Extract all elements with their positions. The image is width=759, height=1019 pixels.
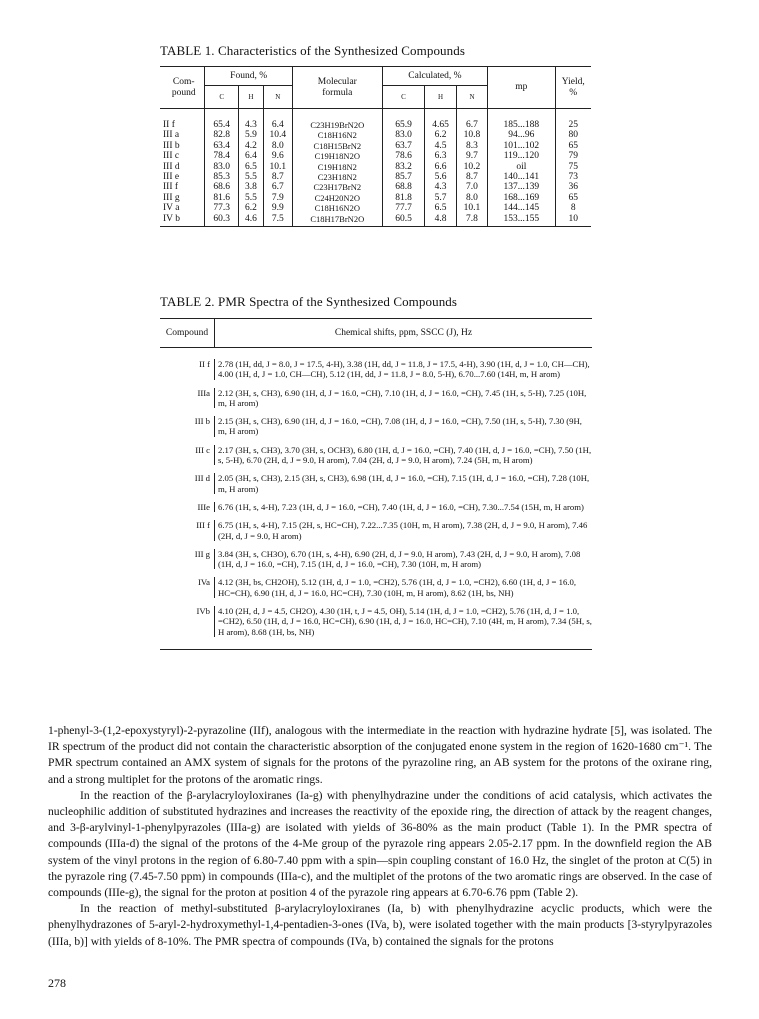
cell-compound: III g [194,548,210,559]
cell-calc-h: 6.3 [425,151,456,161]
cell-found-c: 65.4 [205,109,239,131]
cell-formula: C23H17BrN2 [292,182,382,192]
table-row [160,359,592,380]
cell-calc-h: 4.65 [425,109,456,131]
th-molecular-formula: Molecular formula [292,67,382,109]
cell-compound: III d [163,161,180,172]
cell-found-h: 5.9 [239,130,264,140]
cell-chemical-shifts: 6.76 (1H, s, 4-H), 7.23 (1H, d, J = 16.0, =CH), 7.40 (1H, d, J = 16.0, =CH), 7.30...7.54 (15H, m, H arom) [214,502,592,512]
cell-found-n: 6.7 [263,182,292,192]
cell-formula: C18H15BrN2 [292,141,382,151]
cell-yield: 25 [555,109,591,131]
th-found-c: C [205,86,239,109]
paragraph: 1-phenyl-3-(1,2-epoxystyryl)-2-pyrazoline (IIf), analogous with the intermediate in the reaction with hydrazine hydrate [5], was isolated. The IR spectrum of the product did not contain the characteristic absorption of the conjugated enone system in the region of 1620-1680 cm⁻¹. The PMR spectrum contained an AMX system of signals for the protons of the pyrazoline ring, an AB system for the protons of the oxirane ring, and a strong multiplet for the protons of the aromatic rings. [48,724,712,786]
cell-calc-h: 5.6 [425,172,456,182]
cell-compound: III a [163,130,180,141]
cell-calc-h: 6.2 [425,130,456,140]
cell-formula: C18H16N2 [292,130,382,140]
cell-mp: 119...120 [488,151,555,161]
page-number: 278 [48,976,66,990]
cell-found-c: 63.4 [205,141,239,151]
cell-mp: 185...188 [488,109,555,131]
cell-mp: 153...155 [488,214,555,227]
th-found-n: N [263,86,292,109]
table-row [160,520,592,541]
th-calc-h: H [425,86,456,109]
table-row [160,130,591,140]
cell-found-h: 5.5 [239,193,264,203]
cell-yield: 10 [555,214,591,227]
cell-compound: III f [163,182,179,193]
cell-mp: 101...102 [488,141,555,151]
table-row [160,388,592,409]
cell-yield: 79 [555,151,591,161]
cell-yield: 65 [555,193,591,203]
cell-found-n: 9.6 [263,151,292,161]
cell-found-c: 60.3 [205,214,239,227]
cell-found-n: 7.5 [263,214,292,227]
table-row [160,473,592,494]
cell-compound: IV a [163,203,180,214]
table2-body [160,348,592,650]
cell-compound: IIIe [197,501,210,512]
th-mp: mp [488,67,555,109]
table-row [160,193,591,203]
cell-calc-n: 8.0 [456,193,487,203]
cell-calc-n: 8.7 [456,172,487,182]
cell-found-h: 4.6 [239,214,264,227]
cell-compound: III b [194,416,210,427]
cell-found-n: 9.9 [263,203,292,213]
table-row [160,203,591,213]
cell-chemical-shifts: 4.10 (2H, d, J = 4.5, CH2O), 4.30 (1H, t, J = 4.5, OH), 5.14 (1H, d, J = 1.0, =CH2), 5.76 (1H, d, J = 1.0, =CH2), 6.50 (1H, d, J = 16.0, HC=CH), 6.90 (1H, d, J = 16.0, HC=CH), 7.10 (4H, m, H arom), 7.34 (5H, s, H arom), 8.68 (1H, bs, NH) [214,606,592,637]
th2-compound: Compound [165,328,209,338]
cell-yield: 75 [555,162,591,172]
cell-found-n: 8.0 [263,141,292,151]
cell-compound: III d [194,473,210,484]
table1-caption: TABLE 1. Characteristics of the Synthesized Compounds [160,43,466,58]
cell-found-h: 6.4 [239,151,264,161]
cell-calc-n: 10.1 [456,203,487,213]
cell-calc-n: 7.0 [456,182,487,192]
cell-yield: 80 [555,130,591,140]
th-found-h: H [239,86,264,109]
cell-found-h: 4.3 [239,109,264,131]
cell-found-n: 10.4 [263,130,292,140]
th-found: Found, % [205,67,293,86]
table-row [160,416,592,437]
cell-found-h: 5.5 [239,172,264,182]
cell-compound: II f [163,120,175,130]
table-row [160,141,591,151]
cell-formula: C19H18N2O [292,151,382,161]
table-row [160,445,592,466]
cell-calc-n: 10.8 [456,130,487,140]
cell-calc-h: 6.5 [425,203,456,213]
cell-calc-n: 6.7 [456,109,487,131]
cell-chemical-shifts: 6.75 (1H, s, 4-H), 7.15 (2H, s, HC=CH), 7.22...7.35 (10H, m, H arom), 7.38 (2H, d, J = 9.0, H arom), 7.46 (2H, d, J = 9.0, H arom) [214,520,592,541]
cell-compound: III g [163,192,180,203]
table-row [160,109,591,131]
table-row [160,151,591,161]
cell-calc-c: 83.2 [382,162,425,172]
cell-formula: C19H18N2 [292,162,382,172]
cell-mp: 168...169 [488,193,555,203]
cell-calc-c: 81.8 [382,193,425,203]
cell-calc-h: 5.7 [425,193,456,203]
cell-formula: C23H18N2 [292,172,382,182]
cell-chemical-shifts: 2.12 (3H, s, CH3), 6.90 (1H, d, J = 16.0, =CH), 7.10 (1H, d, J = 16.0, =CH), 7.45 (1H, s, 5-H), 7.25 (10H, m, H arom) [214,388,592,409]
cell-found-c: 68.6 [205,182,239,192]
cell-found-c: 81.6 [205,193,239,203]
cell-formula: C23H19BrN2O [292,109,382,131]
cell-chemical-shifts: 2.15 (3H, s, CH3), 6.90 (1H, d, J = 16.0, =CH), 7.08 (1H, d, J = 16.0, =CH), 7.50 (1H, s, 5-H), 7.30 (9H, m, H arom) [214,416,592,437]
cell-calc-n: 9.7 [456,151,487,161]
cell-calc-c: 85.7 [382,172,425,182]
cell-found-c: 78.4 [205,151,239,161]
table-row [160,606,592,637]
table-row [160,182,591,192]
th2-shifts: Chemical shifts, ppm, SSCC (J), Hz [214,319,592,347]
cell-compound: III c [195,444,210,455]
cell-calc-c: 83.0 [382,130,425,140]
cell-compound: III c [163,151,180,162]
cell-compound: II f [199,359,210,369]
cell-found-n: 6.4 [263,109,292,131]
cell-found-h: 6.5 [239,162,264,172]
table-row [160,214,591,227]
cell-yield: 8 [555,203,591,213]
body-text [48,723,712,950]
table1-body [160,109,591,227]
cell-calc-h: 4.8 [425,214,456,227]
table2 [160,318,592,650]
th-yield: Yield, % [555,67,591,109]
cell-found-c: 82.8 [205,130,239,140]
cell-calc-h: 4.3 [425,182,456,192]
table-row [160,162,591,172]
paragraph: In the reaction of the β-arylacryloyloxiranes (Ia-g) with phenylhydrazine under the conditions of acid catalysis, which activates the nucleophilic addition of substituted hydrazines and increases the reactivity of the epoxide ring, the direction of attack by the reagent changes, and 3-β-arylvinyl-1-phenylpyrazoles (IIIa-g) are isolated with yields of 36-80% as the main product (Table 1). In the PMR spectra of compounds (IIIa-d) the signal of the protons of the 4-Me group of the pyrazole ring appears 2.05-2.17 ppm. In the downfield region the AB system of the vinyl protons in the region of 6.80-7.40 ppm with a spin—spin coupling constant of 16.0 Hz, the singlet of the proton at C(5) in the pyrazole ring (7.45-7.50 ppm) in compounds (IIIa-c), and the multiplet of the protons of the two aromatic rings are observed. In the case of compounds (IIIe-g), the signal for the proton at position 4 of the pyrazole ring appears at 6.70-6.76 ppm (Table 2). [48,788,712,900]
cell-found-n: 7.9 [263,193,292,203]
cell-mp: 137...139 [488,182,555,192]
cell-found-n: 8.7 [263,172,292,182]
cell-mp: 94...96 [488,130,555,140]
cell-calc-h: 6.6 [425,162,456,172]
cell-calc-c: 77.7 [382,203,425,213]
cell-compound: IVb [196,606,210,617]
cell-compound: IIIa [197,387,210,398]
cell-calc-c: 65.9 [382,109,425,131]
cell-calc-c: 68.8 [382,182,425,192]
cell-calc-c: 60.5 [382,214,425,227]
cell-yield: 73 [555,172,591,182]
cell-found-h: 3.8 [239,182,264,192]
table-row [160,502,592,512]
cell-chemical-shifts: 3.84 (3H, s, CH3O), 6.70 (1H, s, 4-H), 6.90 (2H, d, J = 9.0, H arom), 7.43 (2H, d, J = 9.0, H arom), 7.08 (1H, d, J = 16.0, =CH), 7.15 (1H, d, J = 16.0, =CH), 7.30 (10H, m, H arom) [214,549,592,570]
cell-formula: C18H17BrN2O [292,214,382,227]
th-calculated: Calculated, % [382,67,488,86]
cell-found-h: 4.2 [239,141,264,151]
cell-found-c: 83.0 [205,162,239,172]
cell-formula: C24H20N2O [292,193,382,203]
cell-chemical-shifts: 2.05 (3H, s, CH3), 2.15 (3H, s, CH3), 6.98 (1H, d, J = 16.0, =CH), 7.15 (1H, d, J = 16.0, =CH), 7.28 (10H, m, H arom) [214,473,592,494]
cell-chemical-shifts: 4.12 (3H, bs, CH2OH), 5.12 (1H, d, J = 1.0, =CH2), 5.76 (1H, d, J = 1.0, =CH2), 6.60 (1H, d, J = 16.0, HC=CH), 6.90 (1H, d, J = 16.0, HC=CH), 7.30 (10H, m, H arom), 8.62 (1H, bs, NH) [214,577,592,598]
cell-calc-n: 8.3 [456,141,487,151]
cell-found-n: 10.1 [263,162,292,172]
th-calc-n: N [456,86,487,109]
cell-compound: III e [163,172,180,183]
cell-compound: III f [196,520,210,531]
cell-mp: oil [488,162,555,172]
cell-mp: 140...141 [488,172,555,182]
cell-calc-n: 10.2 [456,162,487,172]
table-row [160,549,592,570]
cell-chemical-shifts: 2.78 (1H, dd, J = 8.0, J = 17.5, 4-H), 3.38 (1H, dd, J = 11.8, J = 17.5, 4-H), 3.90 (1H, d, J = 1.0, CH—CH), 4.00 (1H, d, J = 1.0, CH—CH), 5.12 (1H, dd, J = 11.8, J = 8.0, 5-H), 6.70...7.60 (14H, m, H arom) [214,359,592,380]
cell-compound: III b [163,140,180,151]
paragraph: In the reaction of methyl-substituted β-arylacryloyloxiranes (Ia, b) with phenylhydrazine acyclic products, which were the phenylhydrazones of 5-aryl-2-hydroxymethyl-1,4-pentadien-3-ones (IVa, b), were isolated together with the main products [3-styrylpyrazoles (IIIa, b)] with yields of 8-10%. The PMR spectra of compounds (IVa, b) contained the signals for the protons [48,902,712,948]
cell-calc-n: 7.8 [456,214,487,227]
cell-yield: 36 [555,182,591,192]
cell-found-c: 77.3 [205,203,239,213]
cell-chemical-shifts: 2.17 (3H, s, CH3), 3.70 (3H, s, OCH3), 6.80 (1H, d, J = 16.0, =CH), 7.40 (1H, d, J = 16.0, =CH), 7.50 (1H, s, 5-H), 6.70 (2H, d, J = 9.0, H arom), 7.04 (2H, d, J = 9.0, H arom), 7.24 (5H, m, H arom) [214,445,592,466]
cell-compound: IV b [160,214,205,227]
cell-found-c: 85.3 [205,172,239,182]
cell-calc-c: 78.6 [382,151,425,161]
table1 [160,66,591,227]
cell-calc-c: 63.7 [382,141,425,151]
table2-header [160,318,592,348]
table-row [160,577,592,598]
cell-calc-h: 4.5 [425,141,456,151]
table-row [160,172,591,182]
th-calc-c: C [382,86,425,109]
cell-formula: C18H16N2O [292,203,382,213]
cell-found-h: 6.2 [239,203,264,213]
cell-compound: IVa [197,577,210,588]
th-compound: Com- pound [160,67,205,109]
cell-yield: 65 [555,141,591,151]
cell-mp: 144...145 [488,203,555,213]
table2-caption: TABLE 2. PMR Spectra of the Synthesized Compounds [160,294,458,309]
